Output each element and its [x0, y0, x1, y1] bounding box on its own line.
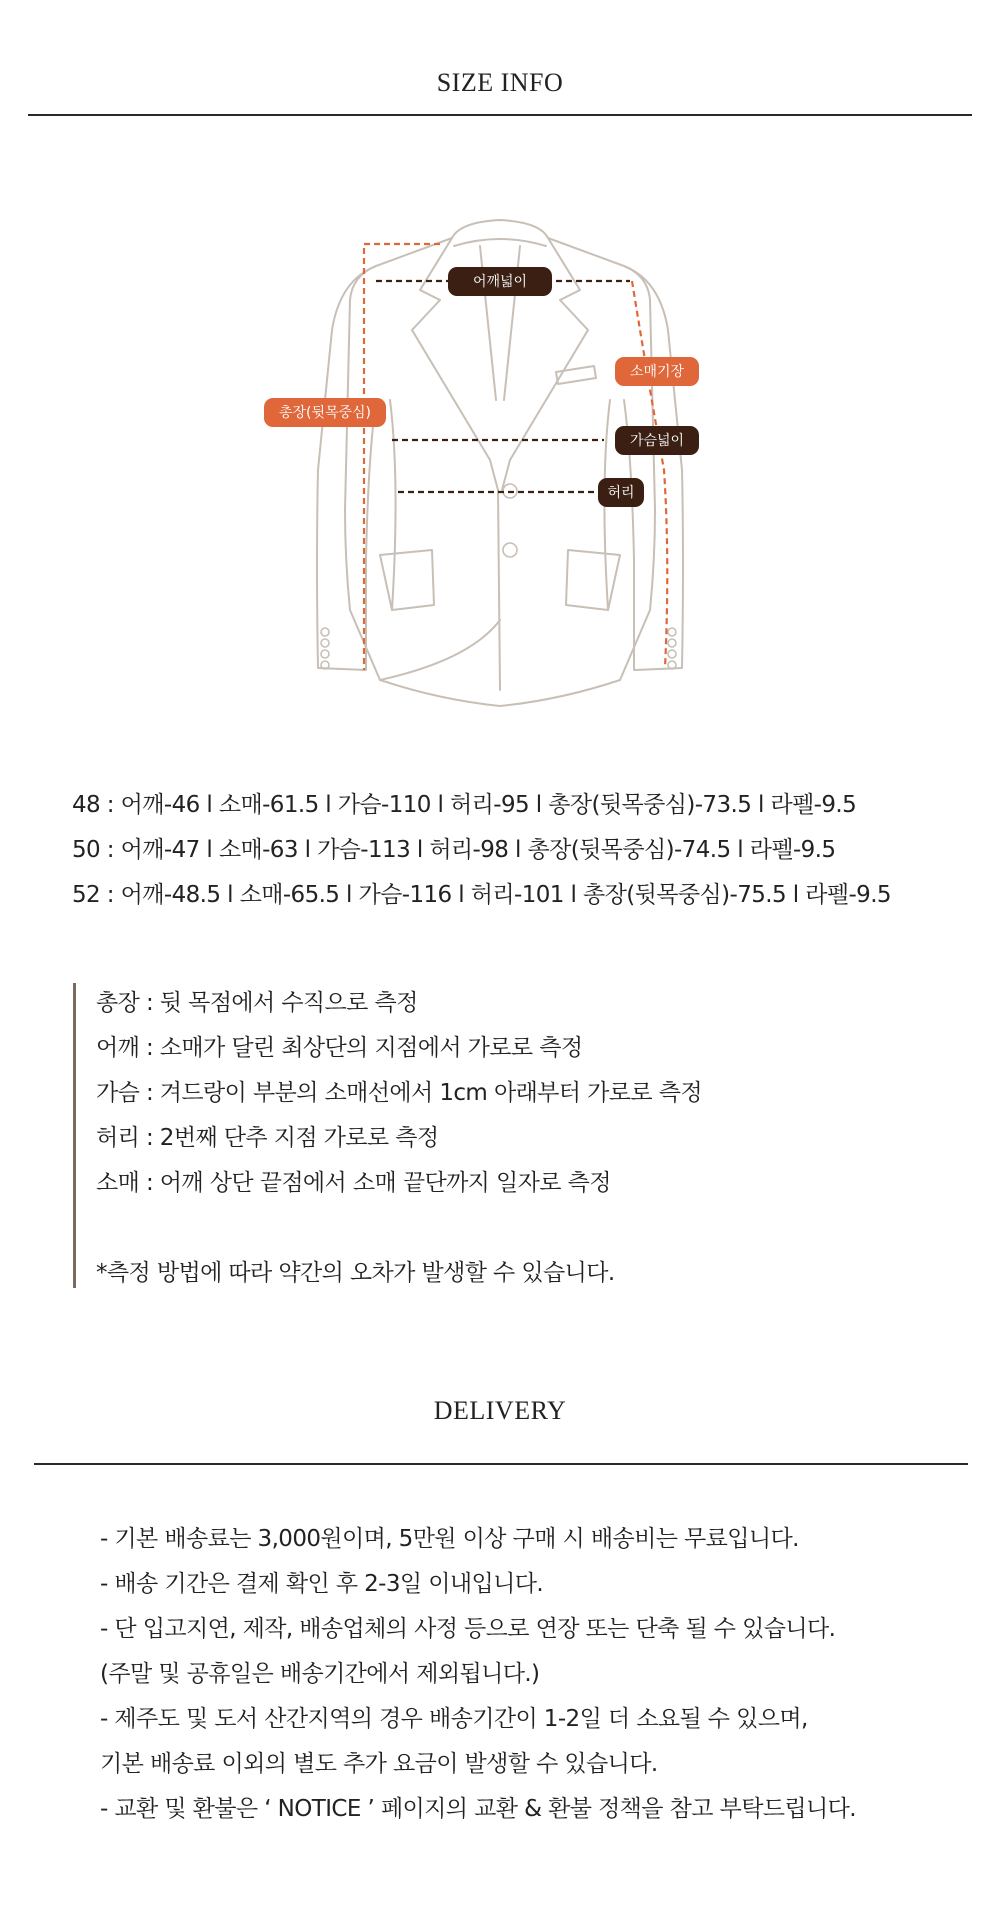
label-chest-text: 가슴넓이: [629, 433, 685, 449]
delivery-line-2: - 배송 기간은 결제 확인 후 2-3일 이내입니다.: [100, 1571, 544, 1597]
label-waist-text: 허리: [607, 485, 635, 501]
delivery-line-4: (주말 및 공휴일은 배송기간에서 제외됩니다.): [100, 1661, 540, 1687]
button-2: [503, 543, 517, 557]
label-waist: [598, 478, 644, 507]
delivery-line-5: - 제주도 및 도서 산간지역의 경우 배송기간이 1-2일 더 소요될 수 있으며,: [100, 1706, 808, 1732]
note-shoulder: 어깨 : 소매가 달린 최상단의 지점에서 가로로 측정: [96, 1035, 583, 1061]
label-length: [264, 398, 386, 427]
note-chest: 가슴 : 겨드랑이 부분의 소매선에서 1cm 아래부터 가로로 측정: [96, 1080, 702, 1106]
note-length: 총장 : 뒷 목점에서 수직으로 측정: [96, 990, 418, 1016]
delivery-line-6: 기본 배송료 이외의 별도 추가 요금이 발생할 수 있습니다.: [100, 1751, 658, 1777]
note-sleeve: 소매 : 어깨 상단 끝점에서 소매 끝단까지 일자로 측정: [96, 1170, 611, 1196]
size-info-title: SIZE INFO: [436, 68, 564, 97]
note-waist: 허리 : 2번째 단추 지점 가로로 측정: [96, 1125, 439, 1151]
delivery-line-3: - 단 입고지연, 제작, 배송업체의 사정 등으로 연장 또는 단축 될 수 있습니다.: [100, 1616, 836, 1642]
collar-back: [452, 220, 548, 238]
delivery-title: DELIVERY: [433, 1396, 567, 1425]
notes-accent-bar: [73, 983, 76, 1288]
label-length-text: 총장(뒷목중심): [278, 405, 372, 421]
label-sleeve-text: 소매기장: [629, 364, 685, 380]
delivery-line-7: - 교환 및 환불은 ‘ NOTICE ’ 페이지의 교환 & 환불 정책을 참고 부탁드립니다.: [100, 1796, 856, 1822]
size-row-48: 48 : 어깨-46 l 소매-61.5 l 가슴-110 l 허리-95 l 총장(뒷목중심)-73.5 l 라펠-9.5: [72, 792, 857, 818]
jacket-diagram: [0, 0, 1000, 740]
label-chest: [615, 426, 699, 455]
delivery-line-1: - 기본 배송료는 3,000원이며, 5만원 이상 구매 시 배송비는 무료입니다.: [100, 1526, 799, 1552]
measurement-disclaimer: *측정 방법에 따라 약간의 오차가 발생할 수 있습니다.: [96, 1260, 615, 1286]
delivery-divider: [34, 1463, 968, 1465]
label-shoulder: [448, 267, 552, 296]
size-row-50: 50 : 어깨-47 l 소매-63 l 가슴-113 l 허리-98 l 총장(뒷목중심)-74.5 l 라펠-9.5: [72, 837, 836, 863]
collar-inner: [454, 239, 546, 246]
label-sleeve: [615, 357, 699, 386]
label-shoulder-text: 어깨넓이: [472, 274, 528, 290]
size-row-52: 52 : 어깨-48.5 l 소매-65.5 l 가슴-116 l 허리-101 l 총장(뒷목중심)-75.5 l 라펠-9.5: [72, 882, 891, 908]
